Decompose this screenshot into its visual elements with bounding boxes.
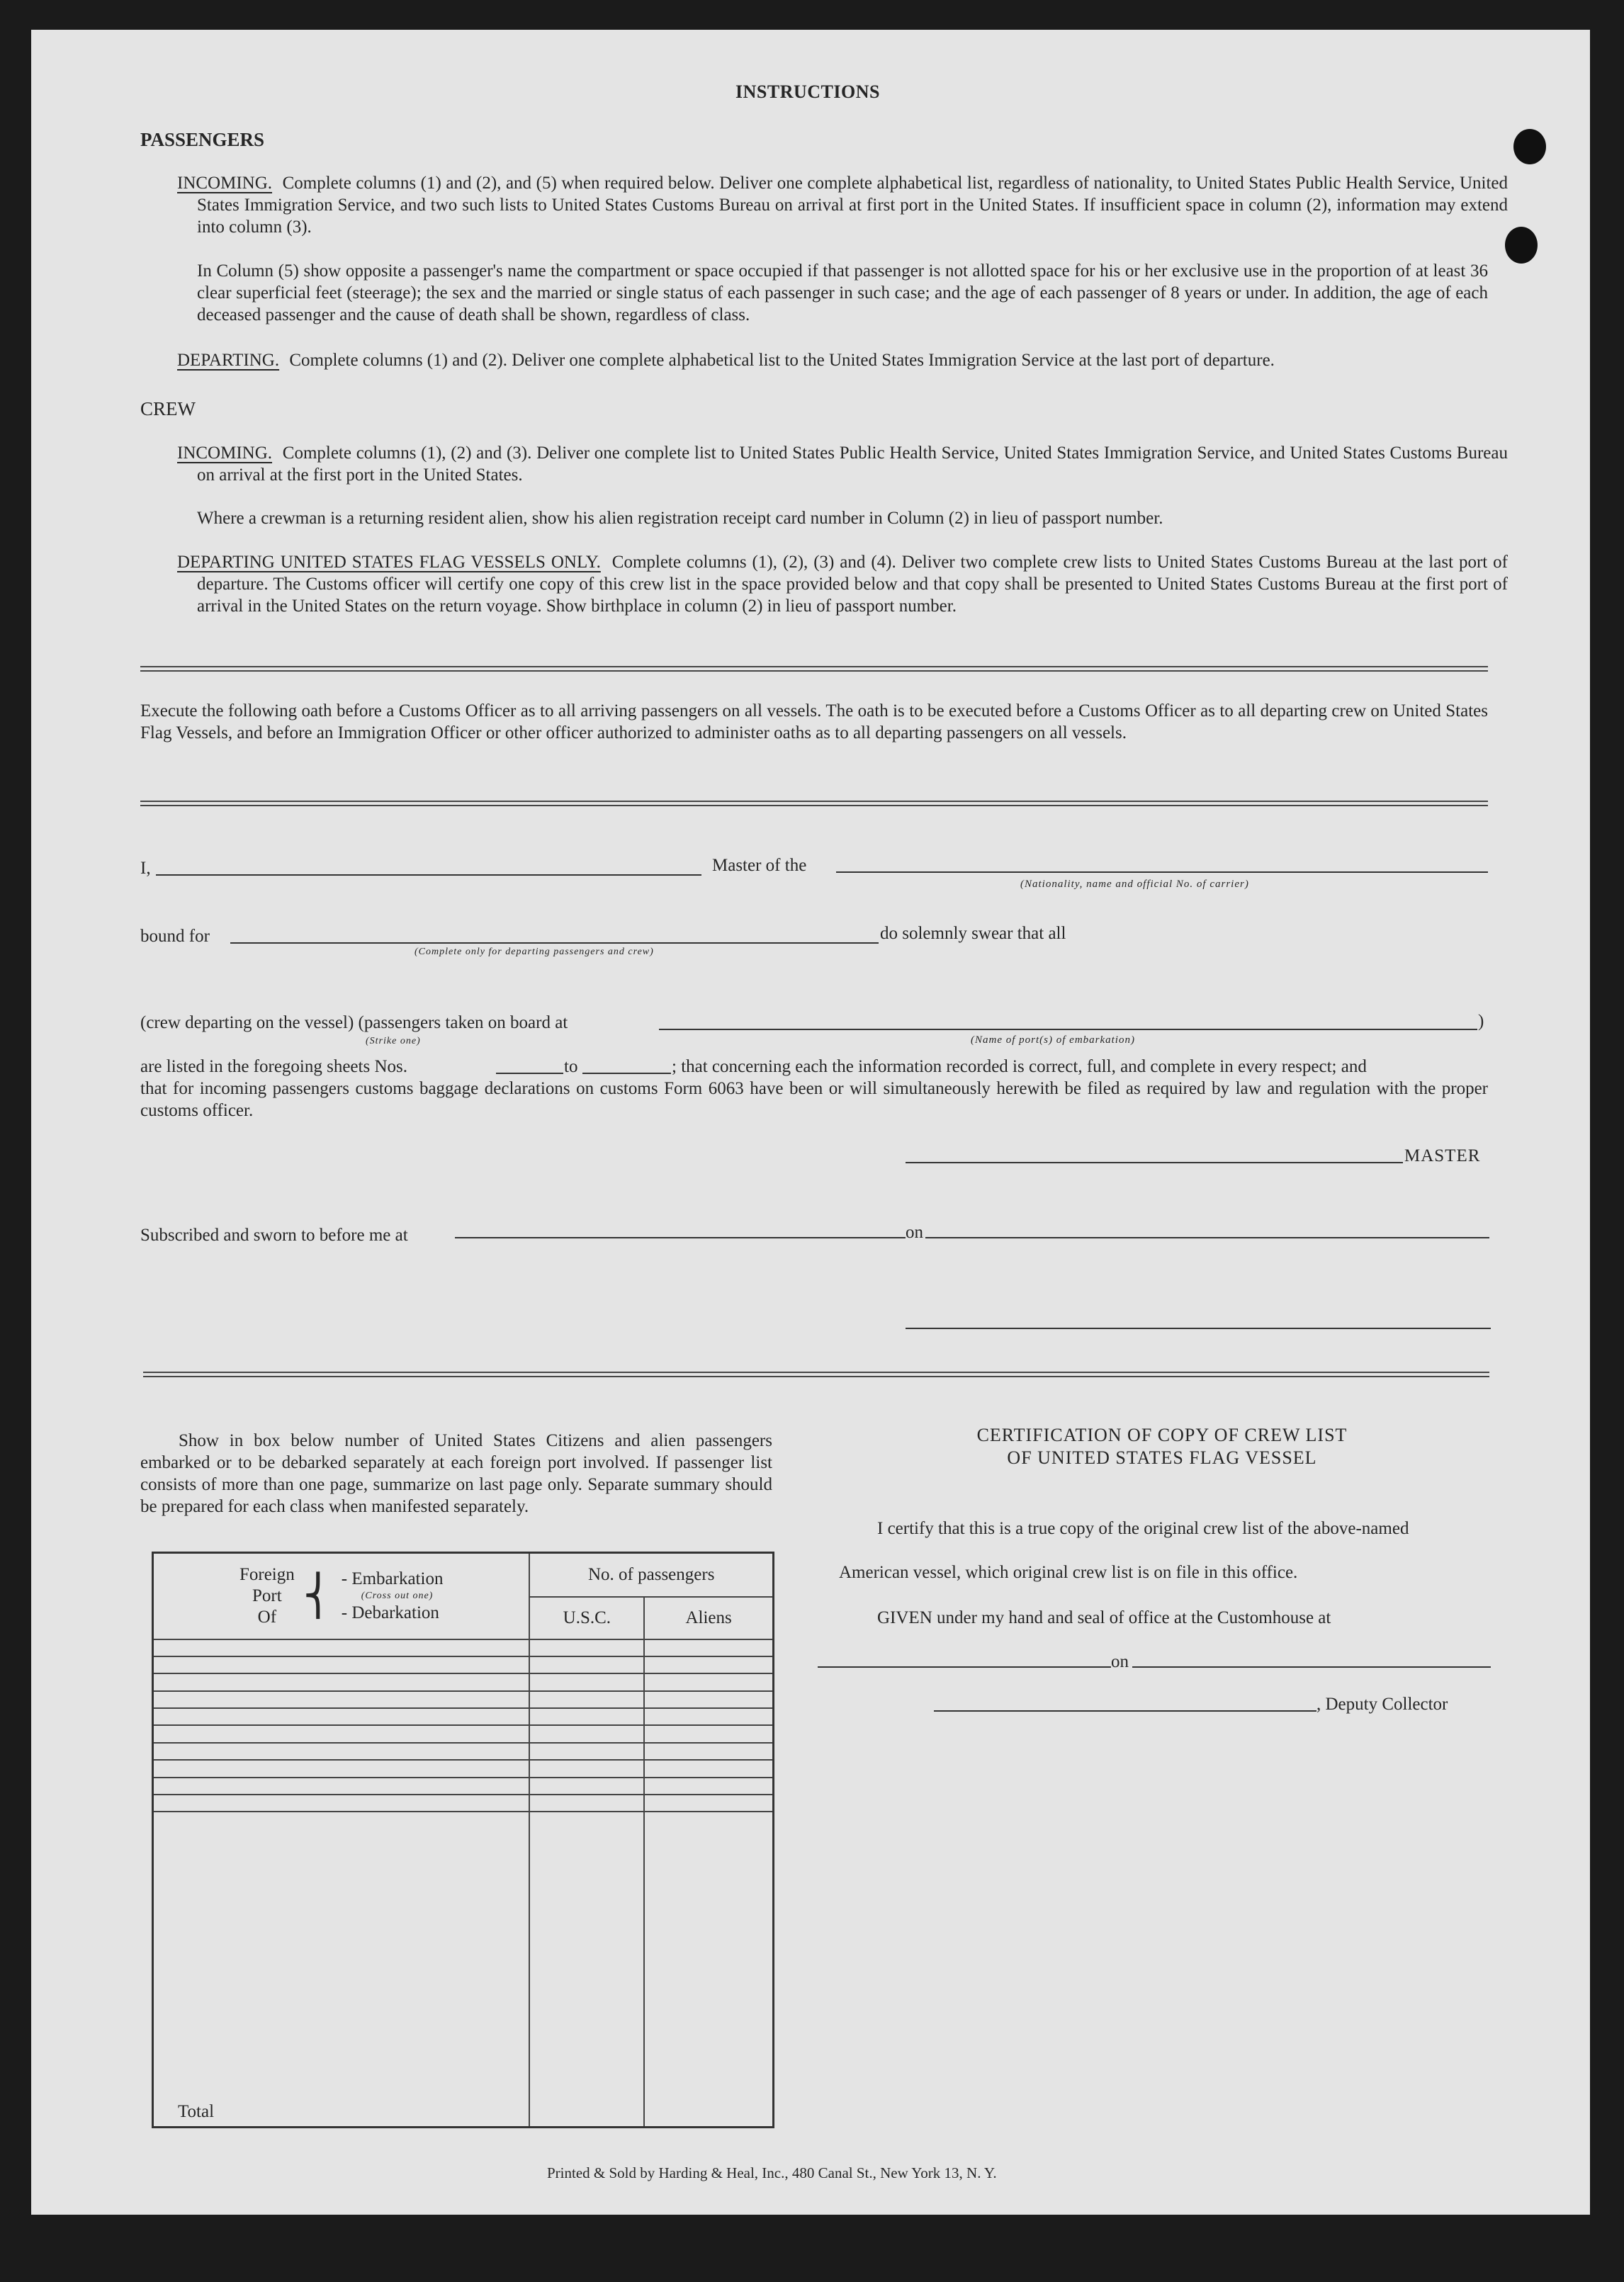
table-row[interactable] [153,1708,774,1725]
table-row[interactable] [153,1656,774,1673]
total-label: Total [153,1812,530,2127]
oath-i-label: I, [140,859,151,878]
strike-one-caption: (Strike one) [366,1036,421,1046]
passengers-departing-text: Complete columns (1) and (2). Deliver one complete alphabetical list to the United States Immigration Service at the last port of departure. [289,351,1275,370]
customhouse-field[interactable] [818,1666,1111,1668]
crew-passengers-text: (crew departing on the vessel) (passengers taken on board at [140,1013,568,1032]
punch-hole [1505,227,1538,264]
section-divider [143,1372,1489,1377]
crew-departing-text: Complete columns (1), (2), (3) and (4). Deliver two complete crew lists to United States Customs Bureau at the last port of departure. The Customs officer will certify one copy of this crew list in the space provided below and that copy shall be presented to United States Customs Bureau at the first port of arrival in the United States on the return voyage. Show birthplace in column (2) in lieu of passport number. [197,553,1508,616]
bound-for-label: bound for [140,927,210,946]
ports-caption: (Name of port(s) of embarkation) [971,1034,1135,1046]
sheet-to-field[interactable] [582,1073,671,1074]
cross-out-caption: (Cross out one) [361,1590,434,1601]
table-row[interactable] [153,1778,774,1795]
table-row[interactable] [153,1743,774,1760]
of-label: Of [257,1607,277,1627]
certification-on-label: on [1111,1652,1129,1671]
passengers-heading: PASSENGERS [140,129,265,150]
foreign-port-header [153,1553,530,1639]
section-divider [140,801,1488,806]
embarkation-label: - Embarkation [341,1569,444,1588]
passengers-incoming-lead: INCOMING. [177,174,273,193]
deputy-collector-label: , Deputy Collector [1316,1695,1448,1714]
bound-for-field[interactable] [230,942,879,944]
debarkation-label: - Debarkation [341,1603,439,1622]
master-signature-field[interactable] [906,1162,1403,1163]
port-label: Port [252,1586,282,1605]
table-row[interactable] [153,1673,774,1690]
crew-heading: CREW [140,398,196,419]
brace-icon: ⎨ [303,1574,333,1618]
passenger-summary-table [152,1552,774,2128]
certification-text-2: American vessel, which original crew list is on file in this office. [839,1563,1298,1582]
master-name-field[interactable] [156,874,701,876]
sworn-date-field[interactable] [925,1237,1489,1238]
crew-incoming-paragraph [177,442,1508,486]
listed-to-label: to [564,1057,578,1076]
crew-incoming-lead: INCOMING. [177,444,273,463]
vessel-field[interactable] [836,871,1488,873]
section-divider [140,666,1488,672]
certification-subheading: OF UNITED STATES FLAG VESSEL [1007,1447,1317,1468]
passengers-column5-paragraph: In Column (5) show opposite a passenger's name the compartment or space occupied if that passenger is not allotted space for his or her exclusive use in the proportion of at least 36 clear superficial feet (steerage); the sex and the married or single status of each passenger in such case; and the age of each passenger of 8 years or under. In addition, the age of each deceased passenger and the cause of death shall be shown, regardless of class. [197,261,1488,324]
certification-heading: CERTIFICATION OF COPY OF CREW LIST [976,1425,1348,1445]
table-row[interactable] [153,1691,774,1708]
certification-text-1: I certify that this is a true copy of the original crew list of the above-named [877,1519,1409,1538]
swear-text: do solemnly swear that all [880,924,1066,943]
total-row[interactable] [153,1812,774,2127]
subscribed-label: Subscribed and sworn to before me at [140,1226,408,1245]
passengers-departing-paragraph [177,349,1488,371]
oath-intro: Execute the following oath before a Customs Officer as to all arriving passengers on all vessels. The oath is to be executed before a Customs Officer as to all departing crew on United States Flag Vessels, and before an Immigration Officer or other officer authorized to administer oaths as to all departing passengers on all vessels. [140,701,1488,742]
listed-continuation: ; that concerning each the information recorded is correct, full, and complete in every respect; and [672,1057,1367,1076]
punch-hole [1513,129,1546,164]
table-row[interactable] [153,1725,774,1742]
officer-signature-field[interactable] [906,1328,1491,1329]
usc-header: U.S.C. [529,1597,644,1639]
summary-instructions: Show in box below number of United States Citizens and alien passengers embarked or to be debarked separately at each foreign port involved. If passenger list consists of more than one page, summarize on last page only. Separate summary should be prepared for each class when manifested separately. [140,1431,772,1516]
page-title: INSTRUCTIONS [735,81,880,102]
sworn-place-field[interactable] [455,1237,906,1238]
passengers-incoming-text: Complete columns (1) and (2), and (5) when required below. Deliver one complete alphabetical list, regardless of nationality, to United States Public Health Service, United States Immigration Service, and two such lists to United States Customs Bureau on arrival at first port in the United States. If insufficient space in column (2), information may extend into column (3). [197,174,1508,237]
deputy-signature-field[interactable] [934,1710,1316,1712]
bound-for-caption: (Complete only for departing passengers and crew) [415,947,654,957]
close-paren: ) [1478,1012,1484,1031]
embarkation-ports-field[interactable] [659,1029,1477,1030]
passengers-incoming-paragraph [177,172,1508,238]
passengers-departing-lead: DEPARTING. [177,351,280,370]
no-of-passengers-header: No. of passengers [529,1553,773,1597]
crew-resident-paragraph: Where a crewman is a returning resident alien, show his alien registration receipt card number in Column (2) in lieu of passport number. [197,509,1163,528]
vessel-caption: (Nationality, name and official No. of carrier) [1020,879,1249,890]
table-row[interactable] [153,1639,774,1656]
sheet-from-field[interactable] [496,1073,563,1074]
crew-departing-lead: DEPARTING UNITED STATES FLAG VESSELS ONLY. [177,553,601,572]
printer-footer: Printed & Sold by Harding & Heal, Inc., 480 Canal St., New York 13, N. Y. [547,2164,997,2181]
sworn-on-label: on [906,1223,923,1242]
aliens-header: Aliens [644,1597,773,1639]
foreign-label: Foreign [239,1564,295,1584]
table-row[interactable] [153,1795,774,1812]
crew-departing-paragraph [177,551,1508,617]
master-label: MASTER [1404,1146,1481,1165]
master-of-the-label: Master of the [712,856,807,875]
listed-sheets-label: are listed in the foregoing sheets Nos. [140,1057,407,1076]
certification-date-field[interactable] [1132,1666,1491,1668]
table-row[interactable] [153,1760,774,1777]
given-text: GIVEN under my hand and seal of office at the Customhouse at [877,1608,1331,1627]
crew-incoming-text: Complete columns (1), (2) and (3). Deliver one complete list to United States Public Health Service, United States Immigration Service, and United States Customs Bureau on arrival at the first port in the United States. [197,444,1508,485]
listed-rest-text: that for incoming passengers customs baggage declarations on customs Form 6063 have been or will simultaneously herewith be filed as required by law and regulation with the proper customs officer. [140,1079,1488,1120]
